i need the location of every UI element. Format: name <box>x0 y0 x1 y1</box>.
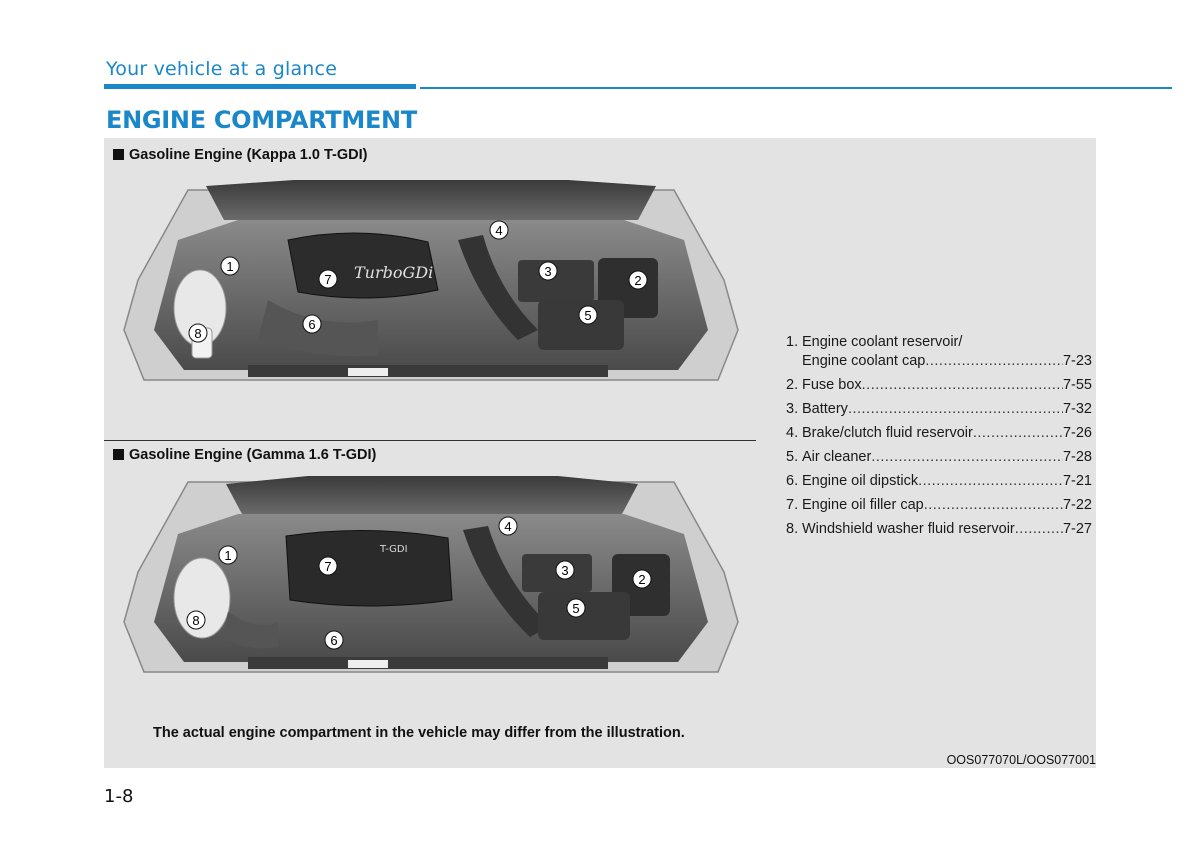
legend-page: 7-32 <box>1062 401 1092 417</box>
header-rule-thin <box>420 87 1172 89</box>
legend-number: 3. <box>786 401 799 417</box>
engine-badge-text: T-GDI <box>380 544 408 555</box>
callout-4: 4 <box>495 223 503 238</box>
callout-3: 3 <box>544 264 552 279</box>
legend-page: 7-26 <box>1062 425 1092 441</box>
legend-line <box>802 496 1092 515</box>
legend-line <box>802 352 1092 371</box>
section-divider <box>104 440 756 441</box>
legend-label: Windshield washer fluid reservoir <box>802 521 1015 537</box>
callout-6: 6 <box>308 317 316 332</box>
callout-4: 4 <box>504 519 512 534</box>
page-number: 1-8 <box>104 786 134 807</box>
callout-7: 7 <box>324 272 332 287</box>
leader-dots <box>925 352 1063 371</box>
legend-line <box>802 520 1092 539</box>
legend-page: 7-28 <box>1062 449 1092 465</box>
legend-label: Fuse box <box>802 377 862 393</box>
figure-code: OOS077070L/OOS077001 <box>946 753 1096 767</box>
legend-number: 7. <box>786 497 799 513</box>
callout-8: 8 <box>192 613 200 628</box>
legend-page: 7-21 <box>1062 473 1092 489</box>
engine-heading-text: Gasoline Engine (Gamma 1.6 T-GDI) <box>129 447 377 463</box>
legend-line <box>802 424 1092 443</box>
illustration-note: The actual engine compartment in the vehicle may differ from the illustration. <box>153 725 685 741</box>
legend-body <box>802 376 1092 395</box>
legend-body <box>802 448 1092 467</box>
engine-illustration-kappa <box>118 180 744 398</box>
legend-number: 6. <box>786 473 799 489</box>
legend-item <box>786 400 1092 419</box>
legend-list <box>786 333 1092 544</box>
legend-page: 7-27 <box>1062 521 1092 537</box>
header-rule-thick <box>104 84 416 89</box>
legend-number: 8. <box>786 521 799 537</box>
callout-5: 5 <box>584 308 592 323</box>
legend-line <box>802 400 1092 419</box>
legend-body <box>802 424 1092 443</box>
legend-label: Air cleaner <box>802 449 872 465</box>
callout-1: 1 <box>224 548 232 563</box>
legend-page: 7-22 <box>1062 497 1092 513</box>
legend-item <box>786 472 1092 491</box>
square-bullet-icon <box>113 149 124 160</box>
legend-label: Brake/clutch fluid reservoir <box>802 425 973 441</box>
leader-dots <box>918 472 1063 491</box>
legend-number: 5. <box>786 449 799 465</box>
legend-page: 7-55 <box>1062 377 1092 393</box>
legend-line <box>802 376 1092 395</box>
engine-illustration-gamma <box>118 472 744 690</box>
page-title: ENGINE COMPARTMENT <box>106 106 417 134</box>
legend-number: 1. <box>786 334 799 350</box>
legend-body <box>802 496 1092 515</box>
legend-page: 7-23 <box>1062 353 1092 369</box>
callout-3: 3 <box>561 563 569 578</box>
engine-heading-kappa <box>113 147 368 163</box>
leader-dots <box>862 376 1063 395</box>
callout-6: 6 <box>330 633 338 648</box>
legend-label: Engine coolant cap <box>802 353 926 369</box>
legend-item <box>786 496 1092 515</box>
legend-item <box>786 376 1092 395</box>
legend-line <box>802 448 1092 467</box>
leader-dots <box>973 424 1063 443</box>
callout-8: 8 <box>194 326 202 341</box>
legend-line <box>802 472 1092 491</box>
callout-7: 7 <box>324 559 332 574</box>
legend-label: Battery <box>802 401 848 417</box>
legend-number: 4. <box>786 425 799 441</box>
legend-item <box>786 448 1092 467</box>
callout-1: 1 <box>226 259 234 274</box>
legend-body <box>802 400 1092 419</box>
legend-item <box>786 424 1092 443</box>
legend-body <box>802 472 1092 491</box>
legend-item <box>786 520 1092 539</box>
callout-2: 2 <box>634 273 642 288</box>
callout-2: 2 <box>638 572 646 587</box>
legend-body <box>802 520 1092 539</box>
engine-heading-text: Gasoline Engine (Kappa 1.0 T-GDI) <box>129 147 368 163</box>
leader-dots <box>1015 520 1063 539</box>
leader-dots <box>848 400 1063 419</box>
legend-body <box>802 333 1092 371</box>
engine-badge-text: TurboGDi <box>354 263 434 282</box>
leader-dots <box>924 496 1063 515</box>
leader-dots <box>871 448 1063 467</box>
legend-label: Engine oil filler cap <box>802 497 924 513</box>
callout-5: 5 <box>572 601 580 616</box>
legend-item <box>786 333 1092 371</box>
legend-number: 2. <box>786 377 799 393</box>
square-bullet-icon <box>113 449 124 460</box>
section-label: Your vehicle at a glance <box>106 58 338 80</box>
legend-label: Engine oil dipstick <box>802 473 919 489</box>
legend-label-line: Engine coolant reservoir/ <box>802 334 963 350</box>
engine-heading-gamma <box>113 447 376 463</box>
